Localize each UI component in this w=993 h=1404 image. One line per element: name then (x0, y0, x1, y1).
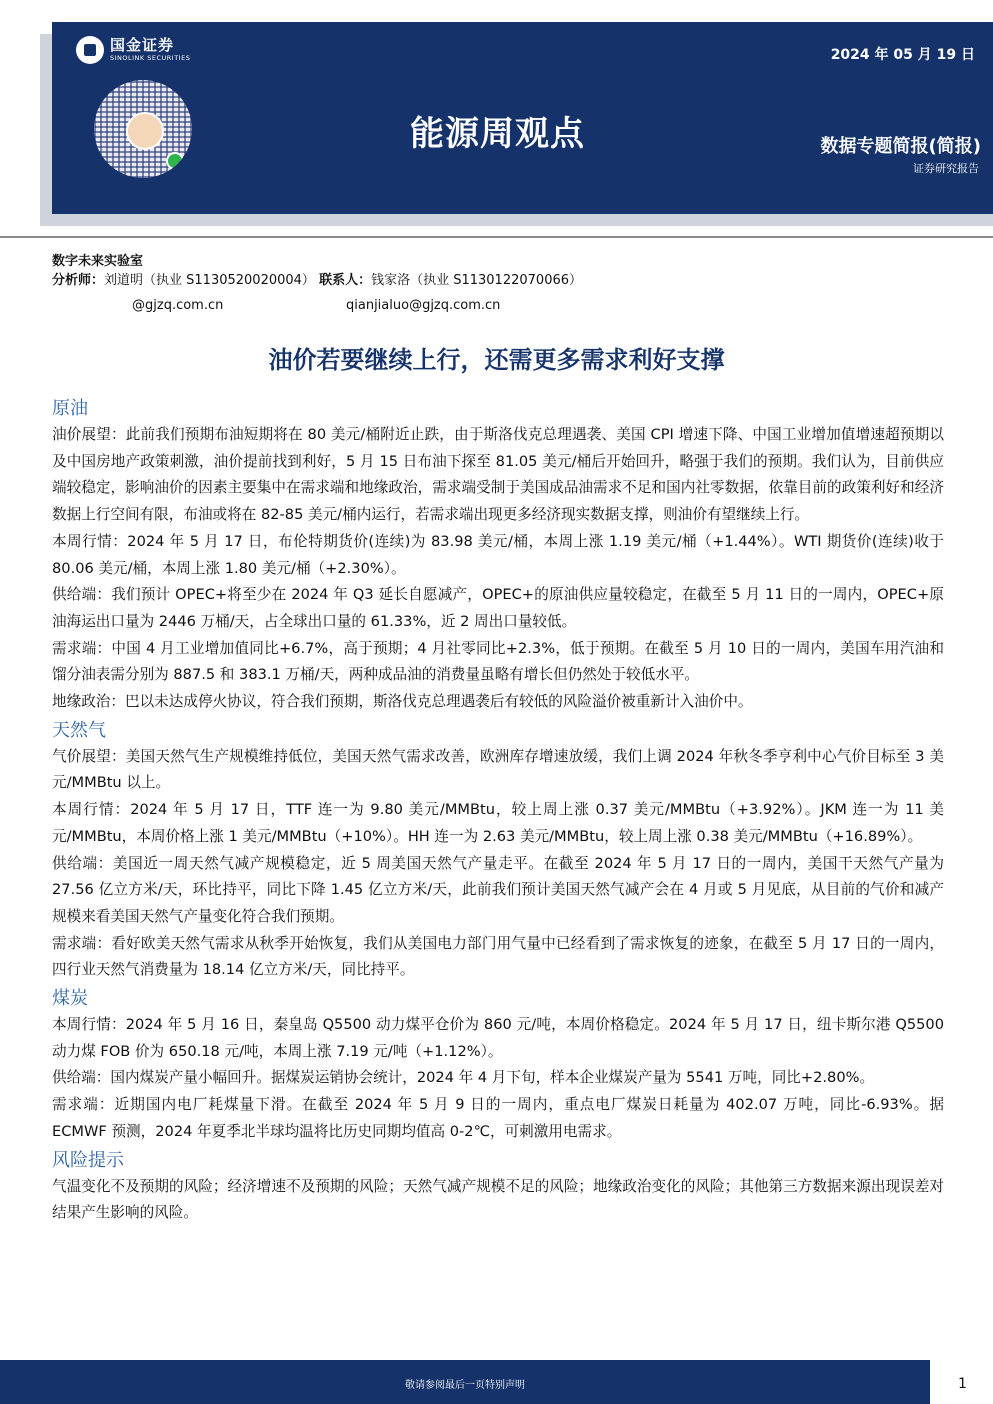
paragraph: 本周行情：2024 年 5 月 16 日，秦皇岛 Q5500 动力煤平仓价为 860 元/吨，本周价格稳定。2024 年 5 月 17 日，纽卡斯尔港 Q5500 动力煤 FOB 价为 650.18 元/吨，本周上涨 7.19 元/吨（+1.12%）。 (52, 1016, 944, 1060)
paragraph: 需求端：中国 4 月工业增加值同比+6.7%，高于预期；4 月社零同比+2.3%，低于预期。在截至 5 月 10 日的一周内，美国车用汽油和馏分油表需分别为 887.5 和 383.1 万桶/天，两种成品油的消费量虽略有增长但仍然处于较低水平。 (52, 639, 944, 684)
paragraph: 供给端：美国近一周天然气减产规模稳定，近 5 周美国天然气产量走平。在截至 2024 年 5 月 17 日的一周内，美国干天然气产量为 27.56 亿立方米/天，环比持平，同比下降 1.45 亿立方米/天，此前我们预计美国天然气减产会在 4 月或 5 月见底，从目前的气价和减产规模来看美国天然气产量变化符合我们预期。 (52, 854, 944, 925)
report-type: 数据专题简报(简报) (820, 136, 981, 157)
page-number: 1 (958, 1376, 967, 1392)
author-info (52, 252, 582, 290)
analyst-name: 刘道明（执业 S1130520020004） (104, 273, 315, 288)
section-heading-natural-gas: 天然气 (52, 719, 106, 741)
paragraph: 气价展望：美国天然气生产规模维持低位，美国天然气需求改善，欧洲库存增速放缓，我们上调 2024 年秋冬季亨利中心气价目标至 3 美元/MMBtu 以上。 (52, 747, 944, 792)
qr-code-icon[interactable] (94, 80, 192, 178)
paragraph: 油价展望：此前我们预期布油短期将在 80 美元/桶附近止跌，由于斯洛伐克总理遇袭、美国 CPI 增速下降、中国工业增加值增速超预期以及中国房地产政策刺激，油价提前找到利好，5 月 15 日布油下探至 81.05 美元/桶后开始回升，略强于我们的预期。我们认为，目前供应端较稳定，影响油价的因素主要集中在需求端和地缘政治，需求端受制于美国成品油需求不足和国内社零数据，依靠目前的政策利好和经济数据上行空间有限，布油或将在 82-85 美元/桶内运行，若需求端出现更多经济现实数据支撑，则油价有望继续上行。 (52, 426, 944, 524)
contact-name: 钱家洛（执业 S1130122070066） (371, 273, 583, 288)
report-date: 2024 年 05 月 19 日 (830, 47, 975, 63)
section-heading-coal: 煤炭 (52, 988, 88, 1010)
brand-logo-icon (76, 36, 104, 64)
header-divider (0, 236, 993, 238)
analyst-label: 分析师： (52, 273, 105, 288)
report-category: 证券研究报告 (913, 162, 979, 175)
author-line (52, 271, 582, 290)
paragraph: 需求端：近期国内电厂耗煤量下滑。在截至 2024 年 5 月 9 日的一周内，重点电厂煤炭日耗量为 402.07 万吨，同比-6.93%。据 ECMWF 预测，2024 年夏季北半球均温将比历史同期均值高 0-2℃，可刺激用电需求。 (52, 1096, 944, 1140)
qr-center-logo-icon (126, 112, 164, 150)
paragraph: 本周行情：2024 年 5 月 17 日，TTF 连一为 9.80 美元/MMBtu，较上周上涨 0.37 美元/MMBtu（+3.92%）。JKM 连一为 11 美元/MMBtu，本周价格上涨 1 美元/MMBtu（+10%）。HH 连一为 2.63 美元/MMBtu，较上周上涨 0.38 美元/MMBtu（+16.89%）。 (52, 801, 944, 845)
report-header (52, 22, 993, 214)
article-title: 油价若要继续上行，还需更多需求利好支撑 (268, 346, 725, 374)
contact-label: 联系人： (319, 273, 372, 288)
paragraph: 本周行情：2024 年 5 月 17 日，布伦特期货价(连续)为 83.98 美元/桶，本周上涨 1.19 美元/桶（+1.44%）。WTI 期货价(连续)收于 80.06 美元/桶，本周上涨 1.80 美元/桶（+2.30%）。 (52, 532, 944, 577)
section-heading-risk: 风险提示 (52, 1149, 124, 1171)
brand-name-cn: 国金证券 (110, 36, 175, 55)
brand-logo (76, 36, 190, 64)
paragraph: 供给端：国内煤炭产量小幅回升。据煤炭运销协会统计，2024 年 4 月下旬，样本企业煤炭产量为 5541 万吨，同比+2.80%。 (52, 1069, 875, 1087)
paragraph: 气温变化不及预期的风险；经济增速不及预期的风险；天然气减产规模不足的风险；地缘政治变化的风险；其他第三方数据来源出现误差对结果产生影响的风险。 (52, 1177, 944, 1222)
paragraph: 需求端：看好欧美天然气需求从秋季开始恢复，我们从美国电力部门用气量中已经看到了需求恢复的迹象，在截至 5 月 17 日的一周内，四行业天然气消费量为 18.14 亿立方米/天，同比持平。 (52, 934, 944, 979)
report-body (52, 394, 944, 1227)
contact-email[interactable]: qianjialuo@gjzq.com.cn (346, 298, 501, 313)
report-title: 能源周观点 (410, 114, 585, 154)
section-heading-crude-oil: 原油 (52, 398, 88, 419)
team-name: 数字未来实验室 (52, 254, 144, 269)
footer-disclaimer-note: 敬请参阅最后一页特别声明 (405, 1380, 525, 1391)
paragraph: 地缘政治：巴以未达成停火协议，符合我们预期，斯洛伐克总理遇袭后有较低的风险溢价被重新计入油价中。 (52, 693, 753, 711)
paragraph: 供给端：我们预计 OPEC+将至少在 2024 年 Q3 延长自愿减产，OPEC+的原油供应量较稳定，在截至 5 月 11 日的一周内，OPEC+原油海运出口量为 2446 万桶/天，占全球出口量的 61.33%，近 2 周出口量较低。 (52, 586, 944, 630)
analyst-email[interactable]: @gjzq.com.cn (132, 298, 224, 313)
mini-program-badge-icon (166, 152, 184, 170)
brand-name-en: SINOLINK SECURITIES (110, 54, 191, 63)
